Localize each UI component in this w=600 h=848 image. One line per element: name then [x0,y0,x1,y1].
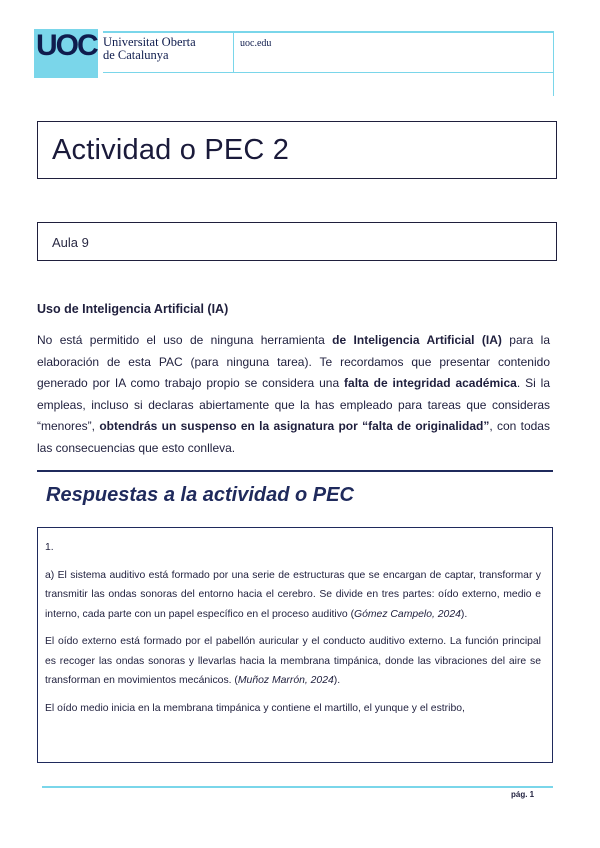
header-url: uoc.edu [240,38,272,49]
respuestas-heading: Respuestas a la actividad o PEC [46,484,354,506]
ia-bold-3: obtendrás un suspenso en la asignatura por “falta de originalidad” [99,419,490,433]
header-divider [233,31,234,73]
answer-a-text: a) El sistema auditivo está formado por una serie de estructuras que se encargan de captar, transformar y transmitir las ondas sonoras del entorno hacia el cerebro. Se divide en tres partes: oído externo, medio e interno, cada parte con un papel específico en el proceso auditivo ( [45,569,541,620]
header-bottom-line [103,72,553,73]
page-number: pág. 1 [511,790,535,799]
ia-text-2: para la elaboración de esta PAC (para ninguna tarea). Te recordamos que presentar contenido generado por IA como trabajo propio se considera una [37,333,551,390]
logo-letters: UOC [36,29,97,62]
ia-bold-1: de Inteligencia Artificial (IA) [332,333,502,347]
respuestas-rule [37,470,553,472]
aula-box [37,222,557,261]
ia-paragraph [37,330,550,459]
header-top-line [103,31,553,33]
header-right-line [553,31,554,96]
answer-b-text: El oído externo está formado por el pabellón auricular y el conducto auditivo externo. La función principal es recoger las ondas sonoras y llevarlas hacia la membrana timpánica, donde las vibraciones del aire se transforman en movimientos mecánicos. ( [45,636,541,686]
logo-text [103,36,196,62]
answer-number: 1. [45,542,54,553]
ia-text-1: No está permitido el uso de ninguna herramienta [37,333,333,347]
ia-heading: Uso de Inteligencia Artificial (IA) [37,302,229,316]
answer-b-citation: Muñoz Marrón, 2024 [237,675,334,686]
logo-line-1: Universitat Oberta [103,35,196,49]
ia-text-4: , con todas las consecuencias que esto conlleva. [37,419,550,455]
answer-a-end: ). [460,608,468,620]
answer-paragraph-b [45,632,541,691]
answer-paragraph-a [45,566,541,625]
answer-box[interactable] [37,527,553,763]
aula-label: Aula 9 [52,235,89,250]
footer-line [42,786,553,788]
answer-content[interactable] [45,538,541,726]
answer-paragraph-c: El oído medio inicia en la membrana timpánica y contiene el martillo, el yunque y el estribo, [45,702,465,714]
ia-bold-2: falta de integridad académica [344,376,517,390]
title-box [37,121,557,179]
answer-b-end: ). [333,675,341,686]
logo-line-2: de Catalunya [103,48,169,62]
uoc-logo [34,29,98,78]
answer-a-citation: Gómez Campelo, 2024 [354,608,461,620]
ia-text-3: . Si la empleas, incluso si declaras abiertamente que la has empleado para tareas que consideras “menores”, [37,376,551,433]
page-title: Actividad o PEC 2 [52,134,290,166]
